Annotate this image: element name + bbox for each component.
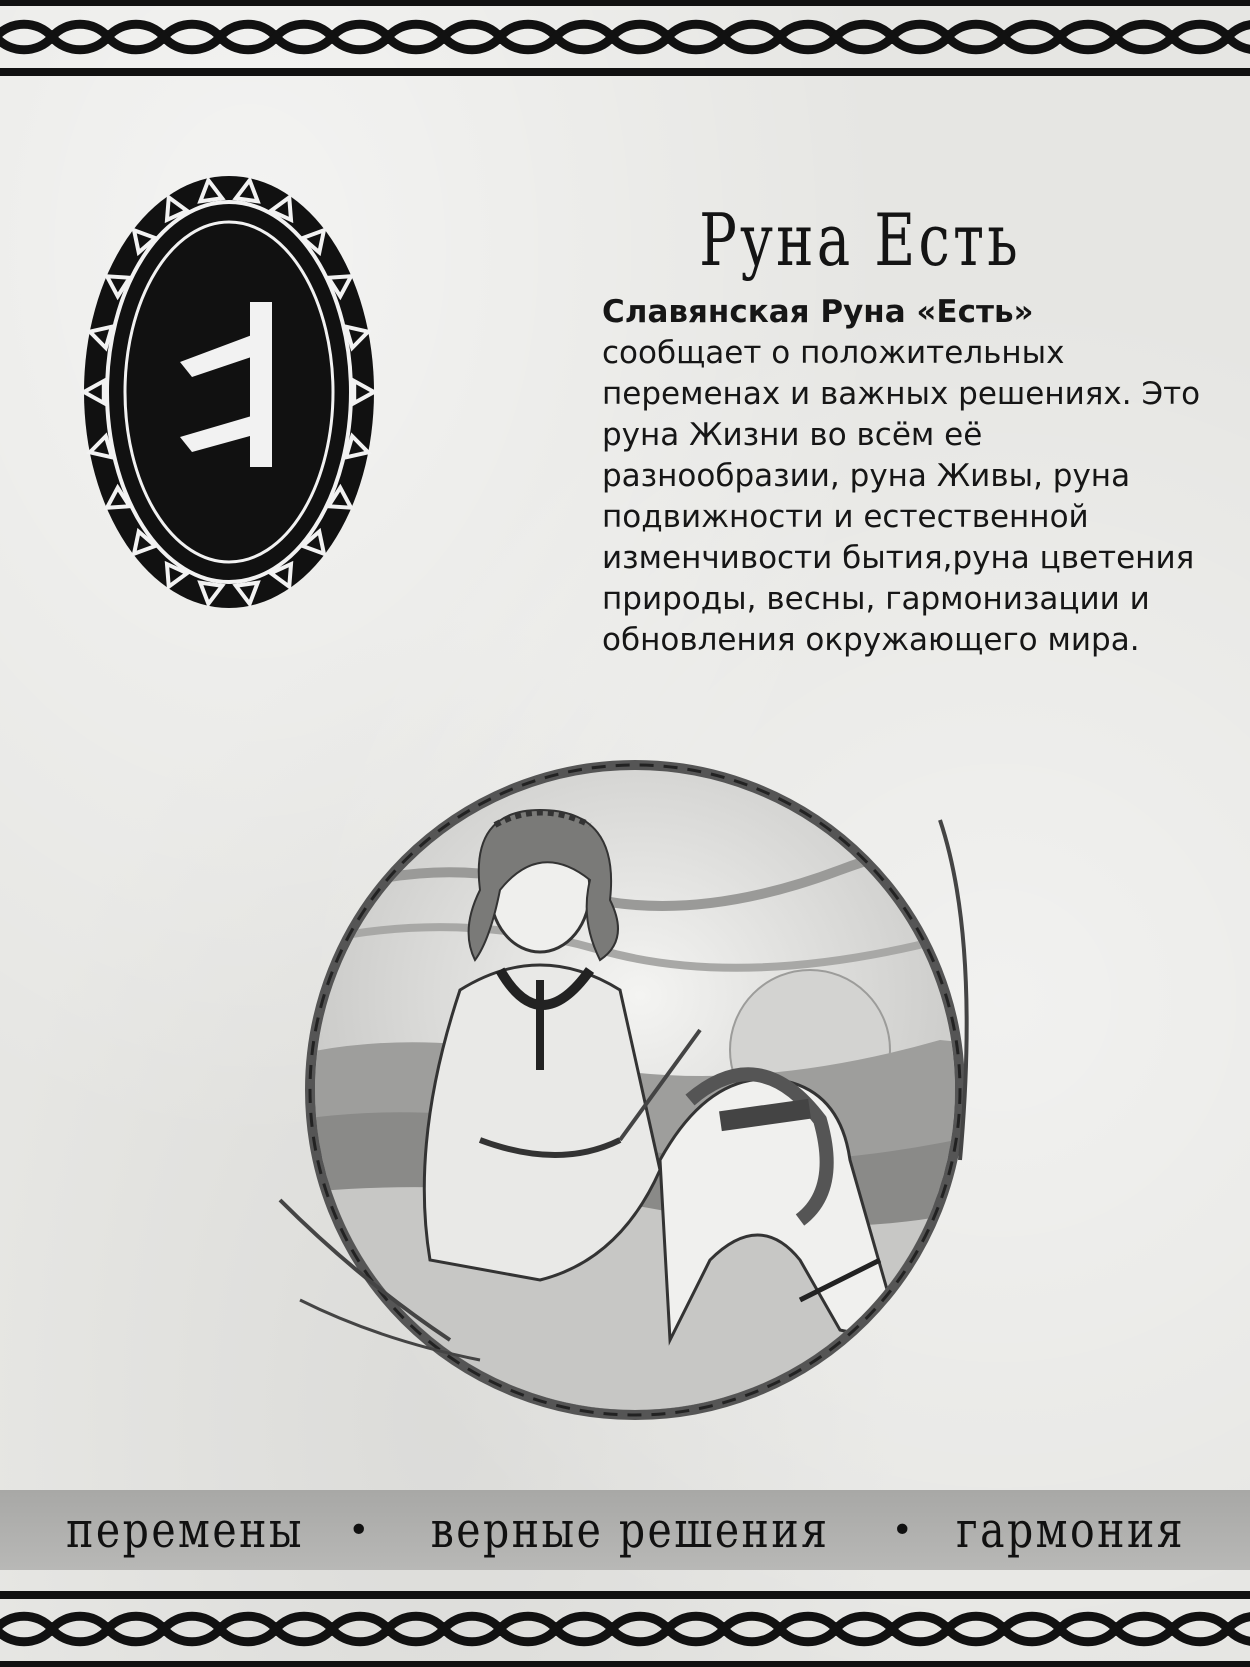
keyword-right-decisions: верные решения	[431, 1501, 830, 1559]
keyword-separator: •	[891, 1509, 913, 1551]
page-title: Руна Есть	[699, 198, 1021, 283]
keywords-band	[0, 1490, 1250, 1570]
description-body: сообщает о положительных переменах и важных решениях. Это руна Жизни во всём её разнообразии, руна Живы, руна подвижности и естественной изменчивости бытия,руна цветения природы, весны, гармонизации и обновления окружающего мира.	[602, 335, 1201, 658]
keyword-separator: •	[348, 1509, 370, 1551]
keyword-harmony: гармония	[955, 1501, 1185, 1559]
braided-border-top-icon	[0, 0, 1250, 88]
keyword-changes: перемены	[66, 1501, 304, 1559]
rune-est-emblem-icon	[80, 172, 378, 612]
description-lead: Славянская Руна «Есть»	[602, 294, 1034, 330]
rider-illustration	[240, 740, 1040, 1470]
rune-description	[602, 292, 1202, 661]
braided-border-bottom-icon	[0, 1579, 1250, 1667]
